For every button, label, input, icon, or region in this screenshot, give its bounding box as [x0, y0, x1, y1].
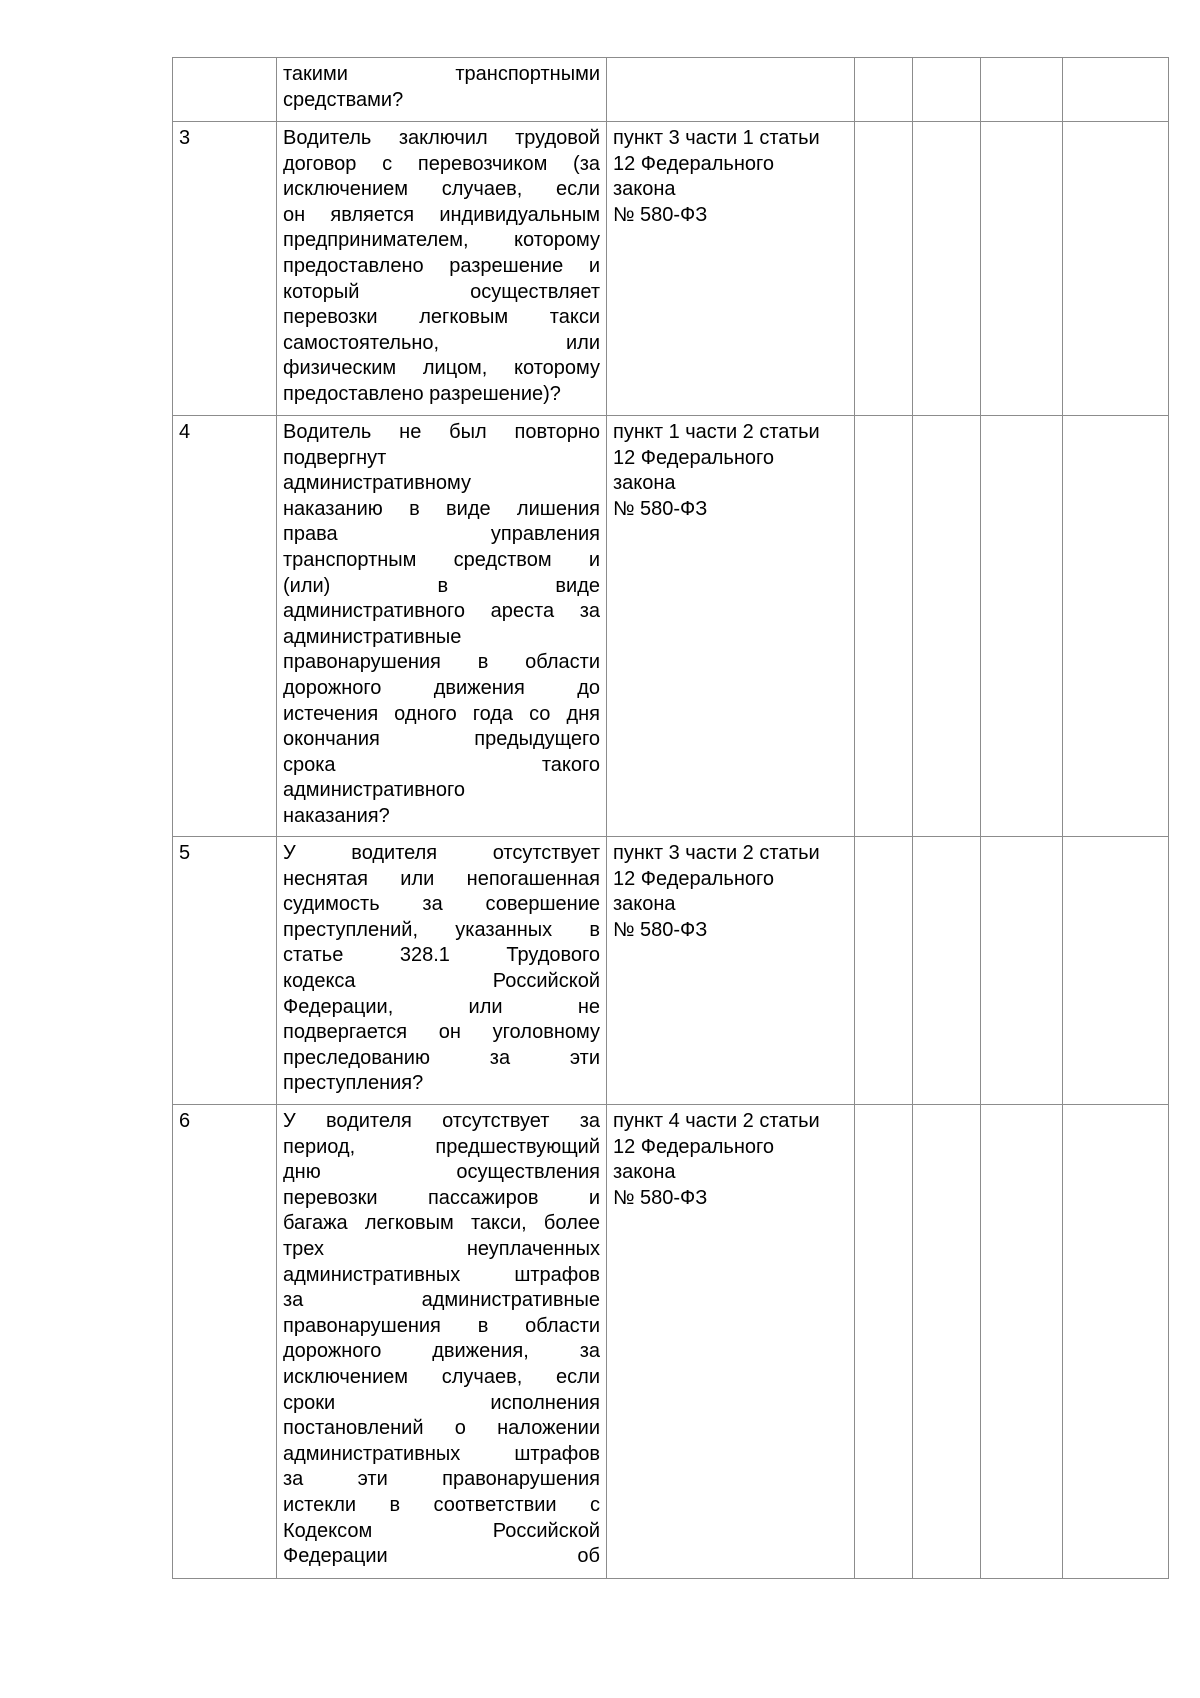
- question-line: окончания предыдущего: [283, 728, 600, 751]
- question-line: дорожного движения до: [283, 676, 600, 699]
- empty-answer-cell[interactable]: [913, 58, 981, 122]
- empty-answer-cell[interactable]: [981, 416, 1063, 837]
- question-line: административного ареста за: [283, 600, 600, 623]
- question-line: Кодексом Российской: [283, 1519, 600, 1542]
- reference-line: 12 Федерального: [613, 1135, 774, 1158]
- question-line: такими транспортными: [283, 63, 600, 85]
- question-line: (или) в виде: [283, 574, 600, 597]
- question-line: срока такого: [283, 753, 600, 776]
- empty-answer-cell[interactable]: [981, 837, 1063, 1105]
- question-cell: [277, 58, 607, 122]
- empty-answer-cell[interactable]: [1063, 837, 1169, 1105]
- reference-line: закона: [613, 472, 676, 495]
- legal-reference-cell: [607, 1105, 855, 1579]
- question-cell: [277, 1105, 607, 1579]
- question-line: сроки исполнения: [283, 1391, 600, 1414]
- question-line: средствами?: [283, 88, 404, 111]
- legal-reference-cell: [607, 416, 855, 837]
- question-line: правонарушения в области: [283, 651, 600, 674]
- reference-line: пункт 3 части 2 статьи: [613, 842, 820, 864]
- question-line: предоставлено разрешение и: [283, 254, 600, 277]
- empty-answer-cell[interactable]: [913, 416, 981, 837]
- reference-line: 12 Федерального: [613, 152, 774, 175]
- question-line: преступления?: [283, 1072, 424, 1095]
- question-line: дорожного движения, за: [283, 1340, 600, 1363]
- question-line: дню осуществления: [283, 1161, 600, 1184]
- question-line: административных штрафов: [283, 1442, 600, 1465]
- table-row: [173, 837, 1169, 1105]
- question-line: кодекса Российской: [283, 969, 600, 992]
- checklist-body: [173, 58, 1169, 1579]
- question-line: перевозки легковым такси: [283, 306, 600, 329]
- question-line: подвергается он уголовному: [283, 1021, 600, 1044]
- question-line: за эти правонарушения: [283, 1468, 600, 1491]
- question-cell: [277, 837, 607, 1105]
- reference-line: закона: [613, 1161, 676, 1184]
- question-line: правонарушения в области: [283, 1314, 600, 1337]
- empty-answer-cell[interactable]: [913, 837, 981, 1105]
- reference-line: закона: [613, 178, 676, 201]
- row-number-cell: 3: [173, 122, 277, 416]
- table-row: [173, 416, 1169, 837]
- empty-answer-cell[interactable]: [855, 837, 913, 1105]
- question-line: У водителя отсутствует за: [283, 1110, 600, 1132]
- question-line: Федерации об: [283, 1545, 600, 1568]
- reference-line: пункт 1 части 2 статьи: [613, 421, 820, 443]
- reference-line: № 580-ФЗ: [613, 918, 708, 941]
- question-line: багажа легковым такси, более: [283, 1212, 600, 1235]
- question-line: физическим лицом, которому: [283, 357, 600, 380]
- empty-answer-cell[interactable]: [913, 1105, 981, 1579]
- question-line: преследованию за эти: [283, 1046, 600, 1069]
- question-line: неснятая или непогашенная: [283, 867, 600, 890]
- question-line: судимость за совершение: [283, 893, 600, 916]
- question-line: административного: [283, 779, 466, 802]
- question-line: трех неуплаченных: [283, 1237, 600, 1260]
- question-line: права управления: [283, 523, 600, 546]
- question-line: транспортным средством и: [283, 548, 600, 571]
- empty-answer-cell[interactable]: [1063, 416, 1169, 837]
- reference-line: № 580-ФЗ: [613, 1186, 708, 1209]
- question-line: преступлений, указанных в: [283, 918, 600, 941]
- legal-reference-cell: [607, 122, 855, 416]
- legal-reference-cell: [607, 837, 855, 1105]
- question-line: самостоятельно, или: [283, 331, 600, 354]
- reference-line: 12 Федерального: [613, 867, 774, 890]
- question-line: подвергнут: [283, 446, 387, 469]
- reference-line: пункт 4 части 2 статьи: [613, 1110, 820, 1132]
- question-cell: [277, 416, 607, 837]
- question-line: административному: [283, 472, 471, 495]
- row-number-cell: 4: [173, 416, 277, 837]
- question-line: исключением случаев, если: [283, 178, 600, 201]
- row-number-cell: 6: [173, 1105, 277, 1579]
- empty-answer-cell[interactable]: [1063, 122, 1169, 416]
- legal-reference-cell: [607, 58, 855, 122]
- question-line: статье 328.1 Трудового: [283, 944, 600, 967]
- empty-answer-cell[interactable]: [913, 122, 981, 416]
- question-line: Водитель не был повторно: [283, 421, 600, 443]
- question-line: истекли в соответствии с: [283, 1493, 600, 1516]
- empty-answer-cell[interactable]: [1063, 58, 1169, 122]
- question-line: административных штрафов: [283, 1263, 600, 1286]
- question-line: административные: [283, 625, 462, 648]
- empty-answer-cell[interactable]: [981, 122, 1063, 416]
- empty-answer-cell[interactable]: [981, 1105, 1063, 1579]
- question-line: Федерации, или не: [283, 995, 600, 1018]
- question-line: наказанию в виде лишения: [283, 497, 600, 520]
- empty-answer-cell[interactable]: [1063, 1105, 1169, 1579]
- empty-answer-cell[interactable]: [981, 58, 1063, 122]
- question-line: предоставлено разрешение)?: [283, 382, 561, 405]
- question-line: период, предшествующий: [283, 1135, 600, 1158]
- question-line: договор с перевозчиком (за: [283, 152, 600, 175]
- row-number-cell: 5: [173, 837, 277, 1105]
- reference-line: пункт 3 части 1 статьи: [613, 127, 820, 149]
- question-line: перевозки пассажиров и: [283, 1186, 600, 1209]
- question-line: Водитель заключил трудовой: [283, 127, 600, 149]
- empty-answer-cell[interactable]: [855, 58, 913, 122]
- table-row: [173, 58, 1169, 122]
- question-line: наказания?: [283, 804, 390, 827]
- reference-line: № 580-ФЗ: [613, 497, 708, 520]
- question-line: он является индивидуальным: [283, 203, 600, 226]
- question-line: исключением случаев, если: [283, 1365, 600, 1388]
- empty-answer-cell[interactable]: [855, 416, 913, 837]
- reference-line: 12 Федерального: [613, 446, 774, 469]
- question-line: истечения одного года со дня: [283, 702, 600, 725]
- question-cell: [277, 122, 607, 416]
- checklist-table: [172, 57, 1169, 1579]
- row-number-cell: [173, 58, 277, 122]
- empty-answer-cell[interactable]: [855, 122, 913, 416]
- question-line: который осуществляет: [283, 280, 600, 303]
- question-line: постановлений о наложении: [283, 1417, 600, 1440]
- reference-line: № 580-ФЗ: [613, 203, 708, 226]
- question-line: предпринимателем, которому: [283, 229, 600, 252]
- table-row: [173, 122, 1169, 416]
- empty-answer-cell[interactable]: [855, 1105, 913, 1579]
- question-line: за административные: [283, 1289, 600, 1312]
- question-line: У водителя отсутствует: [283, 842, 600, 864]
- reference-line: закона: [613, 893, 676, 916]
- table-row: [173, 1105, 1169, 1579]
